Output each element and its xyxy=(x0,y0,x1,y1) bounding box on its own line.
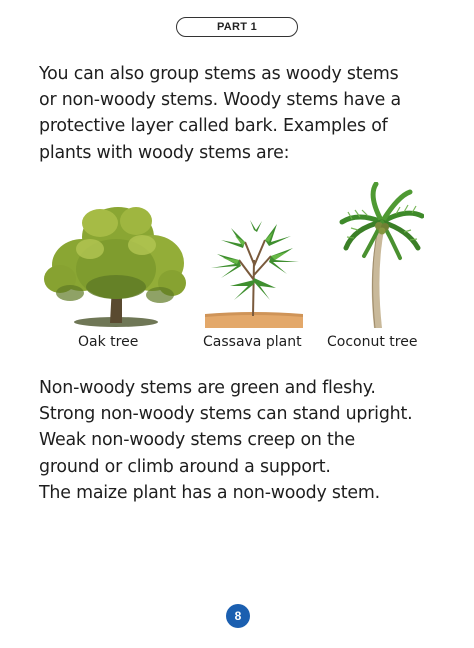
caption-oak-tree: Oak tree xyxy=(78,334,139,350)
intro-line: or non-woody stems. Woody stems have a xyxy=(39,90,401,111)
outro-line: The maize plant has a non-woody stem. xyxy=(39,482,380,503)
page-number-badge: 8 xyxy=(226,604,250,628)
outro-line: Strong non-woody stems can stand upright. xyxy=(39,404,413,425)
outro-line: ground or climb around a support. xyxy=(39,456,331,477)
outro-line: Non-woody stems are green and fleshy. xyxy=(39,378,376,398)
caption-coconut-tree: Coconut tree xyxy=(327,334,418,350)
intro-line: You can also group stems as woody stems xyxy=(39,64,399,84)
caption-cassava-plant: Cassava plant xyxy=(203,334,302,350)
intro-line: protective layer called bark. Examples of xyxy=(39,116,388,137)
cassava-plant-illustration xyxy=(203,220,305,330)
intro-line: plants with woody stems are: xyxy=(39,142,290,163)
oak-tree-illustration xyxy=(40,197,190,329)
part-label-badge: PART 1 xyxy=(176,17,298,37)
outro-line: Weak non-woody stems creep on the xyxy=(39,430,355,451)
intro-paragraph xyxy=(39,61,401,166)
outro-paragraph xyxy=(39,375,412,506)
coconut-tree-illustration xyxy=(338,182,424,330)
